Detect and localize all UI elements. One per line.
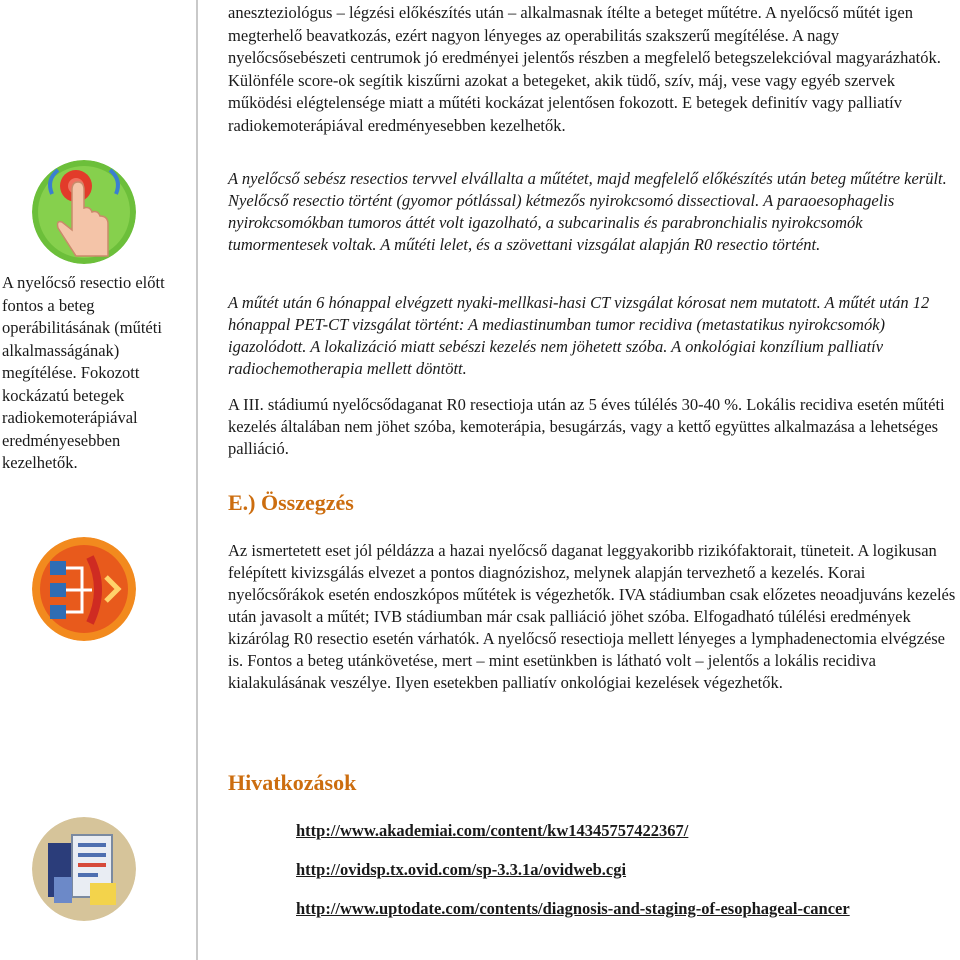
reference-item — [296, 859, 936, 881]
paragraph-summary: Az ismertetett eset jól példázza a hazai nyelőcső daganat leggyakoribb rizikófaktorait, tüneteit. A logikusan felépített kivizsgálás elvezet a pontos diagnózishoz, melynek alapján tervezhető a kezelés. Korai nyelőcsőrákok esetén endoszkópos műtétek is végezhetők. IVA stádiumban csak előzetes neoadjuváns kezelés után javasolt a műtét; IVB stádiumban már csak palliáció jöhet szóba. Elfogadható túlélési eredmények kizárólag R0 resectio esetén várhatók. A nyelőcső resectioja mellett lényeges a lymphadenectomia elvégzése is. Fontos a beteg utánkövetése, mert – mint esetünkben is látható volt – jelentős a lokális recidiva kialakulásának veszélye. Ilyen esetekben palliatív onkológiai kezelések végezhetők. — [228, 541, 956, 692]
paragraph-operability: aneszteziológus – légzési előkészítés után – alkalmasnak ítélte a beteget műtétre. A nyelőcső műtét igen megterhelő beavatkozás, ezért nagyon lényeges az operabilitás szakszerű megítélése. A nagy nyelőcsősebészeti centrumok jó eredményei jelentős részben a megfelelő betegszelekcióval magyarázhatók. Különféle score-ok segítik kiszűrni azokat a betegeket, akik tüdő, szív, máj, vese vagy egyéb szervek működési elégtelensége miatt a műtéti kockázat jelentősen fokozott. E betegek definitív vagy palliatív radiokemoterápiával eredményesebben kezelhetők. — [228, 3, 941, 135]
sidebar-note: A nyelőcső resectio előtt fontos a beteg operábilitásának (műtéti alkalmasságának) megítélése. Fokozott kockázatú betegek radiokemoterápiával eredményesebben kezelhetők. — [2, 273, 165, 472]
reference-item — [296, 820, 936, 842]
documents-icon — [32, 817, 136, 921]
section-heading-summary: E.) Összegzés — [228, 490, 354, 515]
reference-link-uptodate[interactable]: http://www.uptodate.com/contents/diagnosis-and-staging-of-esophageal-cancer — [296, 899, 850, 918]
reference-item — [296, 898, 936, 920]
reference-link-ovid[interactable]: http://ovidsp.tx.ovid.com/sp-3.3.1a/ovidweb.cgi — [296, 860, 627, 879]
paragraph-surgery: A nyelőcső sebész resectios tervvel elvállalta a műtétet, majd megfelelő előkészítés után beteg műtétre került. Nyelőcső resectio történt (gyomor pótlással) kétmezős nyirokcsomó dissectioval. A paraoesophagelis nyirokcsomókban tumoros áttét volt igazolható, a subcarinalis és parabronchialis nyirokcsomók tumormentesek voltak. A műtéti lelet, és a szövettani vizsgálat alapján R0 resectio történt. — [228, 169, 947, 254]
sidebar — [0, 0, 198, 960]
touch-hand-icon — [32, 160, 136, 264]
paragraph-followup: A műtét után 6 hónappal elvégzett nyaki-mellkasi-hasi CT vizsgálat kórosat nem mutatott. A műtét után 12 hónappal PET-CT vizsgálat történt: A mediastinumban tumor recidiva (metastatikus nyirokcsomók) igazolódott. A lokalizáció miatt sebészi kezelés nem jöhetett szóba. A onkológiai konzílium palliatív radiochemotherapia mellett döntött. — [228, 293, 930, 378]
paragraph-prognosis: A III. stádiumú nyelőcsődaganat R0 resectioja után az 5 éves túlélés 30-40 %. Lokális recidiva esetén műtéti kezelés általában nem jöhet szóba, kemoterápia, besugárzás, vagy a kettő együttes alkalmazása a lehetséges palliáció. — [228, 395, 945, 458]
flowchart-icon — [32, 537, 136, 641]
reference-link-akademiai[interactable]: http://www.akademiai.com/content/kw14345757422367/ — [296, 821, 689, 840]
reference-list — [296, 820, 936, 937]
section-heading-references: Hivatkozások — [228, 770, 357, 795]
